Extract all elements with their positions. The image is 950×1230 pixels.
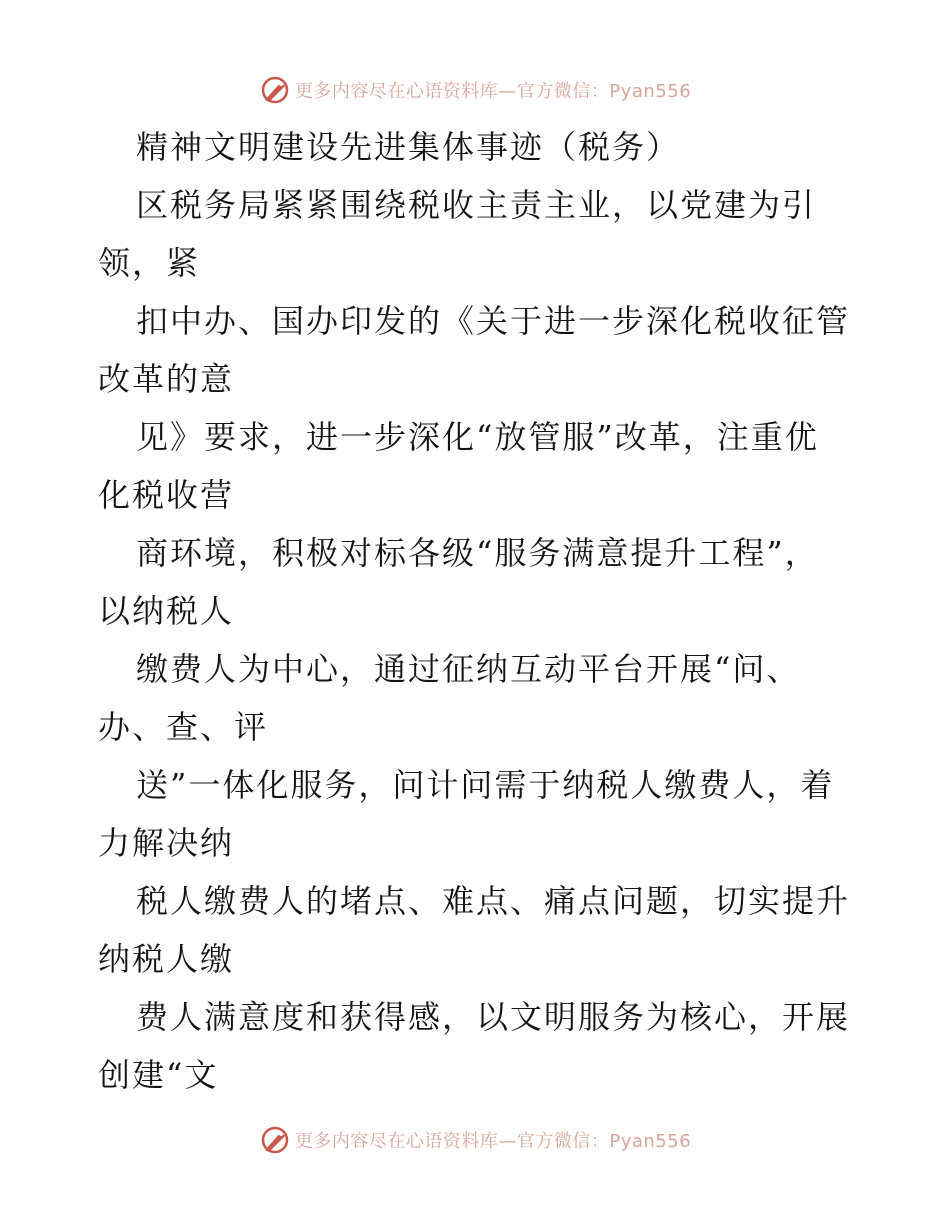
paragraph-line: 改革的意	[98, 360, 235, 398]
paragraph-line: 化税收营	[98, 476, 235, 514]
document-body	[98, 118, 858, 1104]
pen-logo-icon	[259, 74, 291, 106]
header-watermark	[0, 70, 950, 110]
paragraph-line: 商环境，积极对标各级“服务满意提升工程”，	[136, 534, 819, 572]
footer-watermark	[0, 1120, 950, 1160]
paragraph-line: 纳税人缴	[98, 940, 235, 978]
pen-logo-icon	[259, 1124, 291, 1156]
watermark-text: 更多内容尽在心语资料库—官方微信：Pyan556	[294, 1131, 692, 1152]
paragraph-line: 缴费人为中心，通过征纳互动平台开展“问、	[136, 650, 801, 688]
paragraph-line: 送”一体化服务，问计问需于纳税人缴费人，着	[136, 766, 835, 804]
paragraph-line: 区税务局紧紧围绕税收主责主业，以党建为引	[136, 186, 817, 224]
paragraph-line: 见》要求，进一步深化“放管服”改革，注重优	[136, 418, 819, 456]
paragraph-line: 税人缴费人的堵点、难点、痛点问题，切实提升	[136, 882, 851, 920]
paragraph-line: 扣中办、国办印发的《关于进一步深化税收征管	[136, 302, 851, 340]
watermark-text: 更多内容尽在心语资料库—官方微信：Pyan556	[294, 81, 692, 102]
paragraph-line: 办、查、评	[98, 708, 269, 746]
paragraph-line: 费人满意度和获得感，以文明服务为核心，开展	[136, 998, 851, 1036]
document-title: 精神文明建设先进集体事迹（税务）	[136, 128, 681, 166]
paragraph-line: 创建“文	[98, 1056, 219, 1094]
paragraph-line: 以纳税人	[98, 592, 235, 630]
paragraph-line: 领，紧	[98, 244, 201, 282]
paragraph-line: 力解决纳	[98, 824, 235, 862]
